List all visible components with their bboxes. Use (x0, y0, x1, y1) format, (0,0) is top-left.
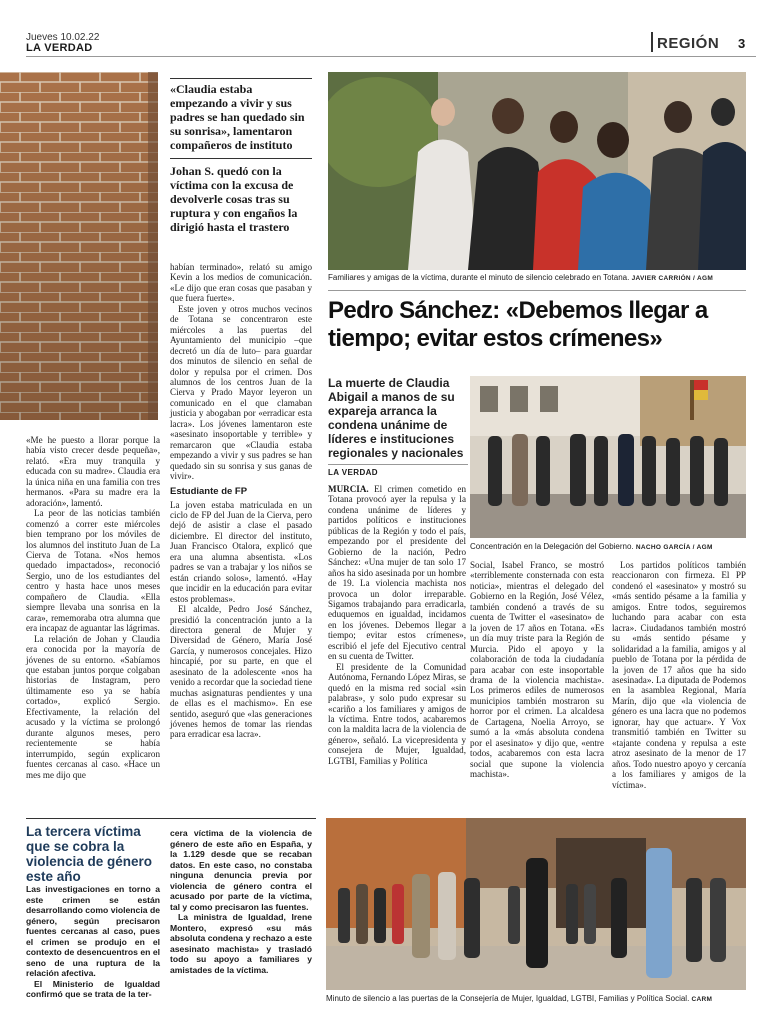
photo1-caption-line (328, 273, 746, 284)
sidebar-column-2 (170, 828, 312, 975)
paragraph: La joven estaba matriculada en un ciclo de FP del Juan de la Cierva, pero dejó de asistir a clase el pasado diciembre. El director del instituto, Juan Francisco Otalora, explicó que era una alumna absentista. «Los padres se van a trabajar y los niños se están criando solos», lamentó. «Hay que incidir en la educación para evitar estos problemas». (170, 499, 312, 604)
delegation-photo (470, 376, 746, 538)
paragraph: Este joven y otros muchos vecinos de Totana se concentraron este miércoles a las puertas del Ayuntamiento del municipio –que decretó un día de luto– para guardar dos minutos de silencio en señal de dolor y repulsa por el crimen. Dos alumnos de los centros Juan de la Cierva y Prado Mayor leyeron un comunicado en el que clamaban justicia y abogaban por «erradicar esta lacra». Los jóvenes lamentaron este «asesinato insoportable y terrible» y remarcaron que «Claudia estaba empezando a vivir y sus padres se han quedado sin su sonrisa y sus ganas de vivir». (170, 303, 312, 482)
middle-column-text (170, 262, 312, 740)
paragraph: «Me he puesto a llorar porque la había visto crecer desde pequeña», relató. «Era muy tranquila y educada con su madre». Claudia era la única niña en una familia con tres hermanos. «Para su madre era la adoración», lamentó. (26, 435, 160, 508)
paragraph: habían terminado», relató su amigo Kevin a los medios de comunicación. «Le dijo que eran cosas que pasaban y que fuera fuerte». (170, 262, 312, 304)
sidebar-top-rule (26, 818, 316, 819)
header-rule (26, 56, 756, 57)
section-title: REGIÓN (657, 35, 720, 52)
article-column-2 (470, 560, 604, 780)
photo2-caption: Concentración en la Delegación del Gobierno. (470, 542, 634, 551)
paragraph: La ministra de Igualdad, Irene Montero, expresó «su más absoluta condena y rechazo a este asesinato machista» y trasladó todo su apoyo a familiares y amistades de la víctima. (170, 912, 312, 975)
paragraph: Las investigaciones en torno a este crimen se están desarrollando como violencia de género, según precisaron fuentes cercanas al caso, pues el crimen se produjo en el contexto de desencuentros en el seno de una ruptura de la relación afectiva. (26, 884, 160, 978)
photo2-credit: NACHO GARCÍA / AGM (635, 544, 713, 551)
photo1-caption: Familiares y amigas de la víctima, durante el minuto de silencio celebrado en Totana. (328, 273, 630, 282)
photo3-caption-line (326, 994, 746, 1005)
mourners-photo (328, 72, 746, 270)
sidebar-column-1 (26, 884, 160, 1000)
article-headline: Pedro Sánchez: «Debemos llegar a tiempo; evitar estos crímenes» (328, 297, 708, 352)
article-top-rule (328, 290, 746, 291)
paragraph: La relación de Johan y Claudia era conocida por la mayoría de jóvenes de su entorno. «Sabíamos que estaban juntos porque colgaban historias de Instagram, pero últimamente eso ya se había cortado», explicó Sergio. Efectivamente, la relación del acusado y la víctima se prolongó durante algunos meses, pero recientemente se había interrumpido, según explicaron fuentes cercanas al caso. «Hace un mes me dijo que (26, 633, 160, 780)
subheading: Estudiante de FP (170, 485, 248, 497)
paragraph: La peor de las noticias también comenzó a correr este miércoles bien temprano por los móviles de los alumnos del instituto Juan de La Cierva de Totana. «Nos hemos quedado impactados», reconoció Sergio, uno de los estudiantes del centro y hasta hace unos meses compañero de Claudia. «Ella siempre llevaba una sonrisa en la cara», rememoraba otra alumna que era incapaz de aguantar las lágrimas. (26, 508, 160, 634)
edition-date: Jueves 10.02.22 (26, 32, 100, 43)
brick-wall-photo (0, 72, 158, 420)
article-column-3 (612, 560, 746, 790)
left-column-text (26, 435, 160, 780)
header-divider (651, 32, 653, 52)
byline-rule (328, 464, 468, 465)
photo2-caption-line (470, 542, 746, 553)
consejeria-photo (326, 818, 746, 990)
article-deck: La muerte de Claudia Abigail a manos de su expareja arranca la condena unánime de líderes e instituciones regionales y nacionales (328, 376, 464, 460)
photo3-credit: CARM (691, 996, 713, 1003)
dateline: MURCIA. (328, 484, 369, 494)
paragraph: Los partidos políticos también reaccionaron con firmeza. El PP condenó el «asesinato» y mostró su «más sentido pésame a la familia y amigos. Entre todos, seguiremos luchando para acabar con esta lacra». Ciudadanos también mostró su «más sentido pésame y solidaridad a la familia, amigos y al pueblo de Totana por la pérdida de la joven de 17 años que ha sido asesinada». La diputada de Podemos en la asamblea Regional, María Marín, dijo que «la violencia de género es una lacra que no podemos ignorar, hay que actuar». Y Vox transmitió también en Twitter su «tajante condena y repulsa a este atroz asesinato de la menor de 17 años. Todo nuestro apoyo y cercanía a los familiares y amigos de la víctima». (612, 560, 746, 790)
page-number: 3 (738, 36, 746, 51)
pullquote-classmates: «Claudia estaba empezando a vivir y sus padres se han quedado sin su sonrisa», lamentaron compañeros de instituto (170, 82, 305, 152)
article-column-1 (328, 484, 466, 766)
photo1-credit: JAVIER CARRIÓN / AGM (631, 275, 714, 282)
photo3-caption: Minuto de silencio a las puertas de la Consejería de Mujer, Igualdad, LGTBI, Familias y Política Social. (326, 994, 690, 1003)
paragraph: El crimen cometido en Totana provocó ayer la repulsa y la condena unánime de líderes y partidos políticos e instituciones públicas de la Región y todo el país, empezando por el presidente del Gobierno de la nación, Pedro Sánchez: «Una mujer de tan solo 17 años ha sido asesinada por un hombre de 19. La violencia machista nos provoca un dolor irreparable. Sigamos trabajando para erradicarla, eduquemos en igualdad, incidamos en los jóvenes. Debemos llegar a tiempo; evitar estos crímenes», escribió el jefe del Ejecutivo central en su cuenta de Twitter. (328, 484, 466, 662)
paragraph: El alcalde, Pedro José Sánchez, presidió la concentración junto a la directora general de Mujer y Diversidad de Género, María José García, y numerosos concejales. Hizo hincapié, por su parte, en que el asesinato de la adolescente «nos ha venido a recordar que la sociedad tiene muchas asignaturas pendientes y una de ellas es el machismo». En ese sentido, aseguró que «las generaciones jóvenes hemos de tomar las riendas para erradicar esa lacra». (170, 604, 312, 740)
quote-rule-mid (170, 158, 312, 159)
quote-rule-top (170, 78, 312, 79)
paragraph: Social, Isabel Franco, se mostró «terriblemente consternada con esta noticia», mientras el delegado del Gobierno en la Región, José Vélez, también condenó a través de su cuenta de Twitter el «asesinato» de la joven de 17 años en Totana. «Es un día muy triste para la Región de Murcia. Pido el apoyo y la colaboración de toda la ciudadanía para acabar con este insoportable drama de la violencia machista». Los primeros ediles de numerosos municipios también mostraron su horror por el crimen. La alcaldesa de Cartagena, Noelia Arroyo, se sumó a la «más absoluta condena por el asesinato» y dijo que, «entre todos, acabaremos con esta lacra social que supone la violencia machista». (470, 560, 604, 780)
paragraph: El presidente de la Comunidad Autónoma, Fernando López Miras, se quedó en la misma red social «sin palabras», y solo pudo expresar su «cariño a los familiares y amigos de la víctima. Entre todos, acabaremos con la maldita lacra de la violencia de género», señaló. La vicepresidenta y consejera de Mujer, Igualdad, LGTBI, Familias y Política (328, 661, 466, 766)
pullquote-suspect: Johan S. quedó con la víctima con la excusa de devolverle cosas tras su ruptura y con engaños la dirigió hasta el trastero (170, 164, 298, 234)
publication-name: LA VERDAD (26, 42, 93, 54)
sidebar-headline: La tercera víctima que se cobra la violencia de género este año (26, 824, 153, 884)
paragraph: El Ministerio de Igualdad confirmó que se trata de la ter- (26, 978, 160, 999)
paragraph: cera víctima de la violencia de género de este año en España, y la 1.129 desde que se recaban datos. En este caso, no constaba ninguna denuncia previa por violencia de género contra el acusado por parte de la víctima, tal y como precisaron las fuentes. (170, 828, 312, 912)
byline: LA VERDAD (328, 468, 378, 477)
